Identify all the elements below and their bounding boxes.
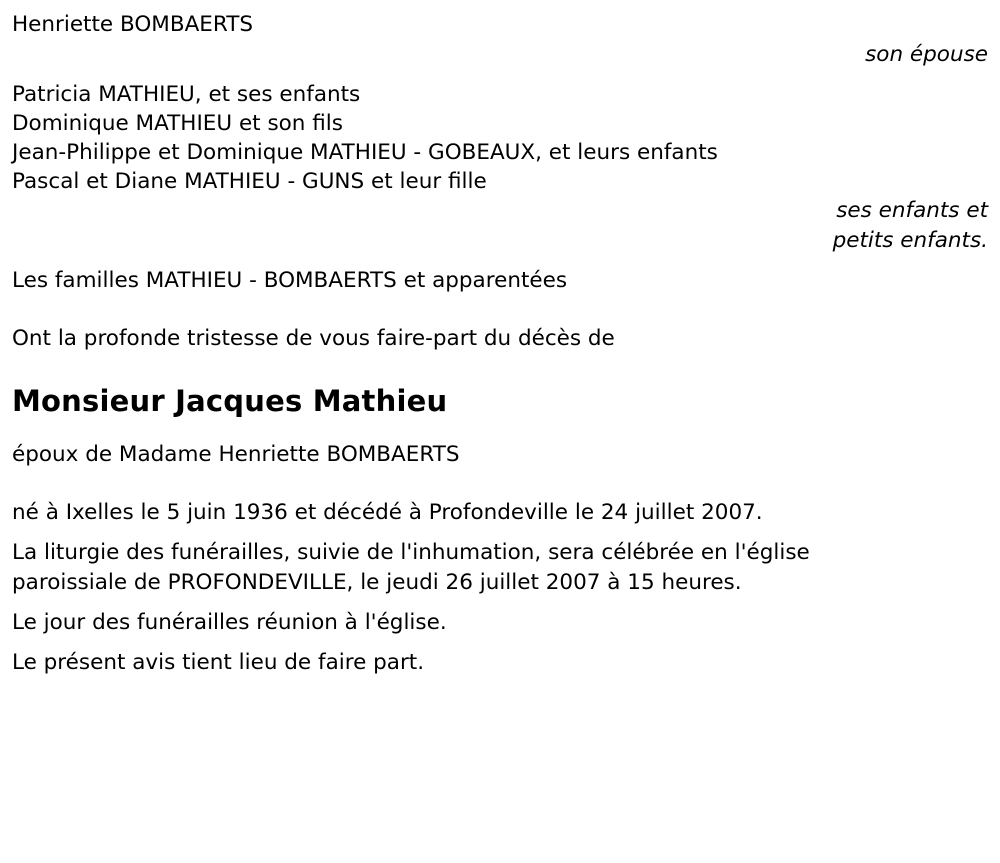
family-line-child-3: Jean-Philippe et Dominique MATHIEU - GOBEAUX, et leurs enfants	[12, 140, 718, 165]
family-line-child-2: Dominique MATHIEU et son fils	[12, 111, 343, 136]
note-children-line-1: ses enfants et	[836, 198, 988, 223]
spacer	[12, 256, 988, 266]
funeral-text-line-1: La liturgie des funérailles, suivie de l'inhumation, sera célébrée en l'église	[12, 540, 810, 565]
gathering-text: Le jour des funérailles réunion à l'église.	[12, 610, 447, 635]
funeral-text-line-2: paroissiale de PROFONDEVILLE, le jeudi 26 juillet 2007 à 15 heures.	[12, 570, 742, 595]
spacer	[12, 470, 988, 498]
family-line-child-1: Patricia MATHIEU, et ses enfants	[12, 82, 361, 107]
birth-death-text: né à Ixelles le 5 juin 1936 et décédé à Profondeville le 24 juillet 2007.	[12, 500, 763, 525]
spacer	[12, 296, 988, 324]
spacer	[12, 638, 988, 648]
announcement-text: Ont la profonde tristesse de vous faire-part du décès de	[12, 326, 615, 351]
spouse-of-text: époux de Madame Henriette BOMBAERTS	[12, 442, 460, 467]
family-line-child-4: Pascal et Diane MATHIEU - GUNS et leur fille	[12, 169, 487, 194]
spacer	[12, 70, 988, 80]
note-spouse: son épouse	[865, 42, 988, 67]
spacer	[12, 598, 988, 608]
family-line-spouse: Henriette BOMBAERTS	[12, 12, 254, 37]
related-families: Les familles MATHIEU - BOMBAERTS et apparentées	[12, 268, 568, 293]
children-group	[12, 80, 988, 196]
spacer	[12, 420, 988, 440]
spacer	[12, 354, 988, 382]
note-children-line-2: petits enfants.	[832, 228, 988, 253]
notice-text: Le présent avis tient lieu de faire part.	[12, 650, 425, 675]
deceased-name: Monsieur Jacques Mathieu	[12, 384, 448, 418]
spacer	[12, 528, 988, 538]
